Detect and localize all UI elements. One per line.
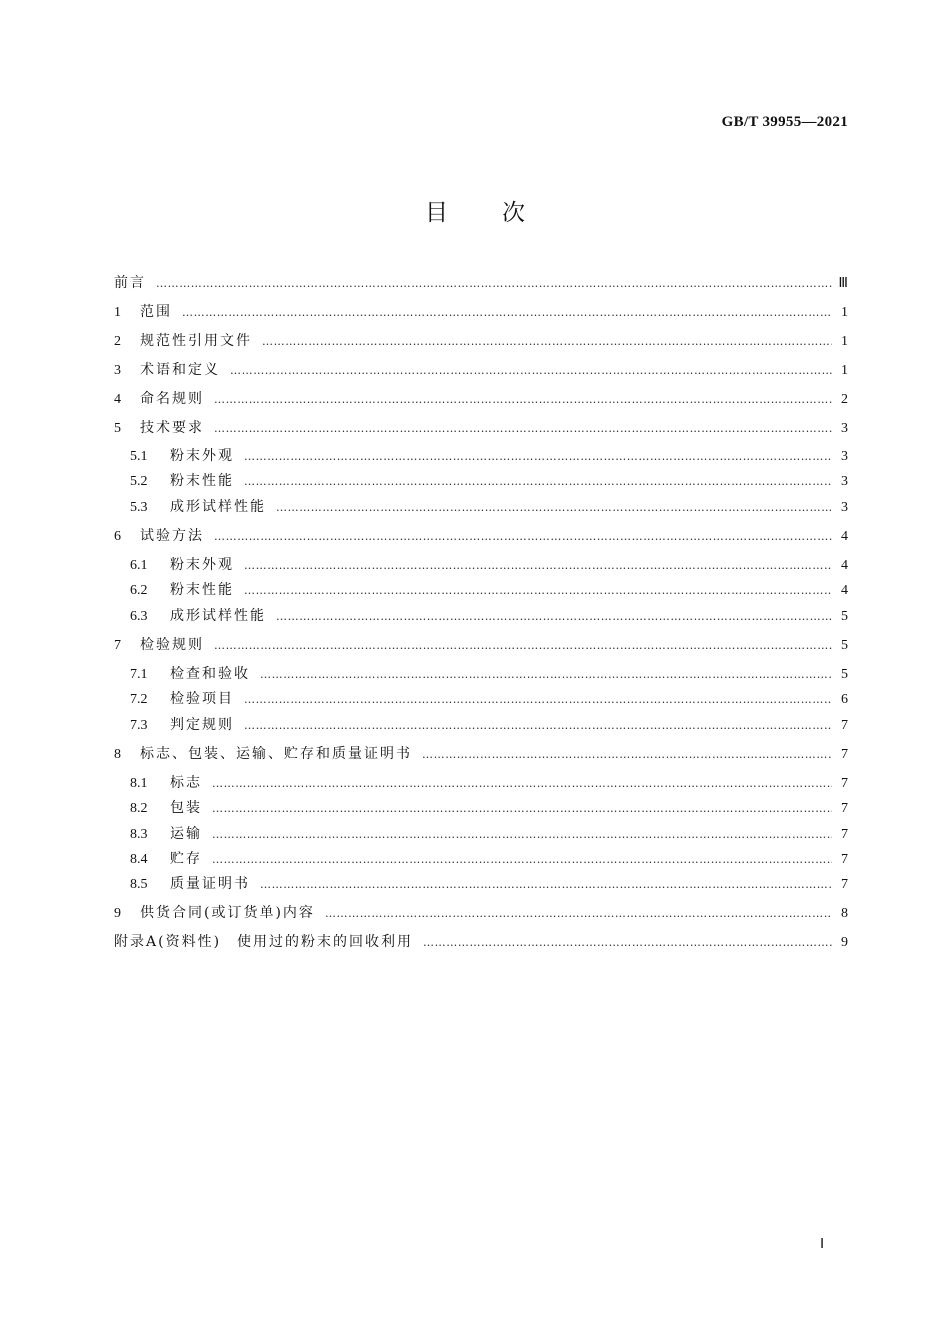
- toc-entry-number: 6.2: [130, 583, 148, 598]
- toc-entry-page: 7: [841, 827, 848, 842]
- toc-entry-label: 检查和验收: [170, 666, 250, 682]
- toc-entry-page: 4: [841, 558, 848, 573]
- toc-entry-label: 供货合同(或订货单)内容: [140, 905, 315, 921]
- toc-entry-label: 质量证明书: [170, 876, 250, 892]
- toc-leader-dots: [244, 472, 832, 492]
- toc-entry[interactable]: [130, 606, 848, 626]
- toc-entry-label: 粉末性能: [170, 473, 234, 489]
- toc-entry-number: 4: [114, 392, 121, 407]
- toc-entry-number: 2: [114, 334, 121, 349]
- toc-entry[interactable]: [130, 580, 848, 600]
- toc-entry-label: 术语和定义: [140, 362, 220, 378]
- toc-leader-dots: [212, 825, 832, 845]
- toc-entry-number: 6.3: [130, 609, 148, 624]
- toc-entry-page: 7: [841, 801, 848, 816]
- toc-entry-page: 3: [841, 474, 848, 489]
- toc-entry-number: 7.2: [130, 692, 148, 707]
- toc-entry-page: 1: [841, 334, 848, 349]
- toc-entry-label: 成形试样性能: [170, 608, 266, 624]
- toc-entry-page: 6: [841, 692, 848, 707]
- toc-entry-label: 贮存: [170, 851, 202, 867]
- toc-entry-page: 1: [841, 363, 848, 378]
- toc-entry[interactable]: [114, 744, 848, 764]
- toc-entry[interactable]: [130, 773, 848, 793]
- toc-entry-label: 判定规则: [170, 717, 234, 733]
- toc-entry[interactable]: [114, 331, 848, 351]
- toc-entry-label: 粉末性能: [170, 582, 234, 598]
- toc-entry-label: 标志: [170, 775, 202, 791]
- toc-entry-number: 6: [114, 529, 121, 544]
- toc-entry-label: 粉末外观: [170, 557, 234, 573]
- toc-entry[interactable]: [130, 446, 848, 466]
- page-number: Ⅰ: [820, 1237, 825, 1252]
- toc-entry[interactable]: [130, 689, 848, 709]
- toc-entry-number: 5.1: [130, 449, 148, 464]
- toc-entry[interactable]: [130, 555, 848, 575]
- toc-entry-page: 9: [841, 935, 848, 950]
- toc-leader-dots: [422, 745, 832, 765]
- toc-leader-dots: [214, 527, 832, 547]
- toc-entry-number: 8.3: [130, 827, 148, 842]
- toc-entry-number: 5.3: [130, 500, 148, 515]
- toc-entry-number: 8.5: [130, 877, 148, 892]
- toc-entry-label: 前言: [114, 275, 146, 291]
- toc-entry-number: 8.4: [130, 852, 148, 867]
- toc-entry-page: 4: [841, 583, 848, 598]
- toc-entry-page: 3: [841, 500, 848, 515]
- toc-entry-page: 7: [841, 877, 848, 892]
- toc-entry-number: 8.2: [130, 801, 148, 816]
- toc-entry-number: 5.2: [130, 474, 148, 489]
- toc-leader-dots: [182, 303, 832, 323]
- toc-leader-dots: [244, 581, 832, 601]
- toc-entry-page: 3: [841, 421, 848, 436]
- toc-entry-number: 8: [114, 747, 121, 762]
- toc-entry-page: 7: [841, 852, 848, 867]
- toc-entry[interactable]: [130, 874, 848, 894]
- toc-entry-number: 3: [114, 363, 121, 378]
- toc-entry-page: 2: [841, 392, 848, 407]
- toc-entry-page: 5: [841, 638, 848, 653]
- toc-entry-number: 7.1: [130, 667, 148, 682]
- toc-leader-dots: [214, 390, 832, 410]
- toc-leader-dots: [260, 875, 832, 895]
- toc-entry[interactable]: [114, 302, 848, 322]
- toc-entry-label: 包装: [170, 800, 202, 816]
- toc-entry[interactable]: [130, 715, 848, 735]
- toc-entry-number: 7.3: [130, 718, 148, 733]
- toc-entry[interactable]: [114, 273, 848, 293]
- toc-entry-label: 命名规则: [140, 391, 204, 407]
- toc-entry-page: 1: [841, 305, 848, 320]
- toc-leader-dots: [423, 933, 832, 953]
- toc-leader-dots: [212, 799, 832, 819]
- toc-entry-label: 成形试样性能: [170, 499, 266, 515]
- page-title: 目次: [425, 200, 579, 226]
- toc-entry[interactable]: [114, 360, 848, 380]
- toc-entry-number: 1: [114, 305, 121, 320]
- toc-entry-number: 8.1: [130, 776, 148, 791]
- toc-leader-dots: [244, 556, 832, 576]
- toc-entry-number: 5: [114, 421, 121, 436]
- toc-entry[interactable]: [114, 389, 848, 409]
- toc-leader-dots: [212, 850, 832, 870]
- toc-entry-label: 运输: [170, 826, 202, 842]
- toc-entry[interactable]: [114, 903, 848, 923]
- toc-entry-page: 5: [841, 609, 848, 624]
- toc-leader-dots: [276, 498, 832, 518]
- toc-entry-page: 5: [841, 667, 848, 682]
- toc-entry[interactable]: [114, 932, 848, 952]
- toc-leader-dots: [214, 636, 832, 656]
- toc-entry-number: 9: [114, 906, 121, 921]
- toc-entry[interactable]: [130, 664, 848, 684]
- toc-entry-page: 3: [841, 449, 848, 464]
- toc-leader-dots: [230, 361, 832, 381]
- toc-entry-label: 标志、包装、运输、贮存和质量证明书: [140, 746, 412, 762]
- toc-leader-dots: [244, 447, 832, 467]
- toc-entry-label: 检验项目: [170, 691, 234, 707]
- toc-leader-dots: [156, 274, 832, 294]
- toc-entry-label: 技术要求: [140, 420, 204, 436]
- toc-entry-label: 检验规则: [140, 637, 204, 653]
- toc-entry-page: 8: [841, 906, 848, 921]
- toc-leader-dots: [212, 774, 832, 794]
- toc-entry-page: 7: [841, 776, 848, 791]
- toc-entry-page: 7: [841, 718, 848, 733]
- toc-entry[interactable]: [130, 849, 848, 869]
- toc-leader-dots: [276, 607, 832, 627]
- toc-entry[interactable]: [130, 824, 848, 844]
- toc-leader-dots: [260, 665, 832, 685]
- toc-entry[interactable]: [114, 526, 848, 546]
- toc-leader-dots: [244, 716, 832, 736]
- toc-entry-label: 范围: [140, 304, 172, 320]
- toc-entry[interactable]: [130, 798, 848, 818]
- toc-leader-dots: [325, 904, 832, 924]
- toc-entry[interactable]: [114, 635, 848, 655]
- toc-entry-number: 7: [114, 638, 121, 653]
- toc-entry-label: 粉末外观: [170, 448, 234, 464]
- toc-entry-label: 试验方法: [140, 528, 204, 544]
- toc-leader-dots: [214, 419, 832, 439]
- toc-leader-dots: [244, 690, 832, 710]
- toc-entry-label: 规范性引用文件: [140, 333, 252, 349]
- toc-entry[interactable]: [130, 471, 848, 491]
- toc-entry-number: 6.1: [130, 558, 148, 573]
- toc-entry[interactable]: [114, 418, 848, 438]
- toc-leader-dots: [262, 332, 832, 352]
- toc-entry[interactable]: [130, 497, 848, 517]
- toc-entry-label: 附录A(资料性) 使用过的粉末的回收利用: [114, 934, 414, 950]
- toc-entry-page: Ⅲ: [838, 276, 848, 291]
- standard-code: GB/T 39955—2021: [721, 114, 848, 130]
- toc-entry-page: 7: [841, 747, 848, 762]
- toc-entry-page: 4: [841, 529, 848, 544]
